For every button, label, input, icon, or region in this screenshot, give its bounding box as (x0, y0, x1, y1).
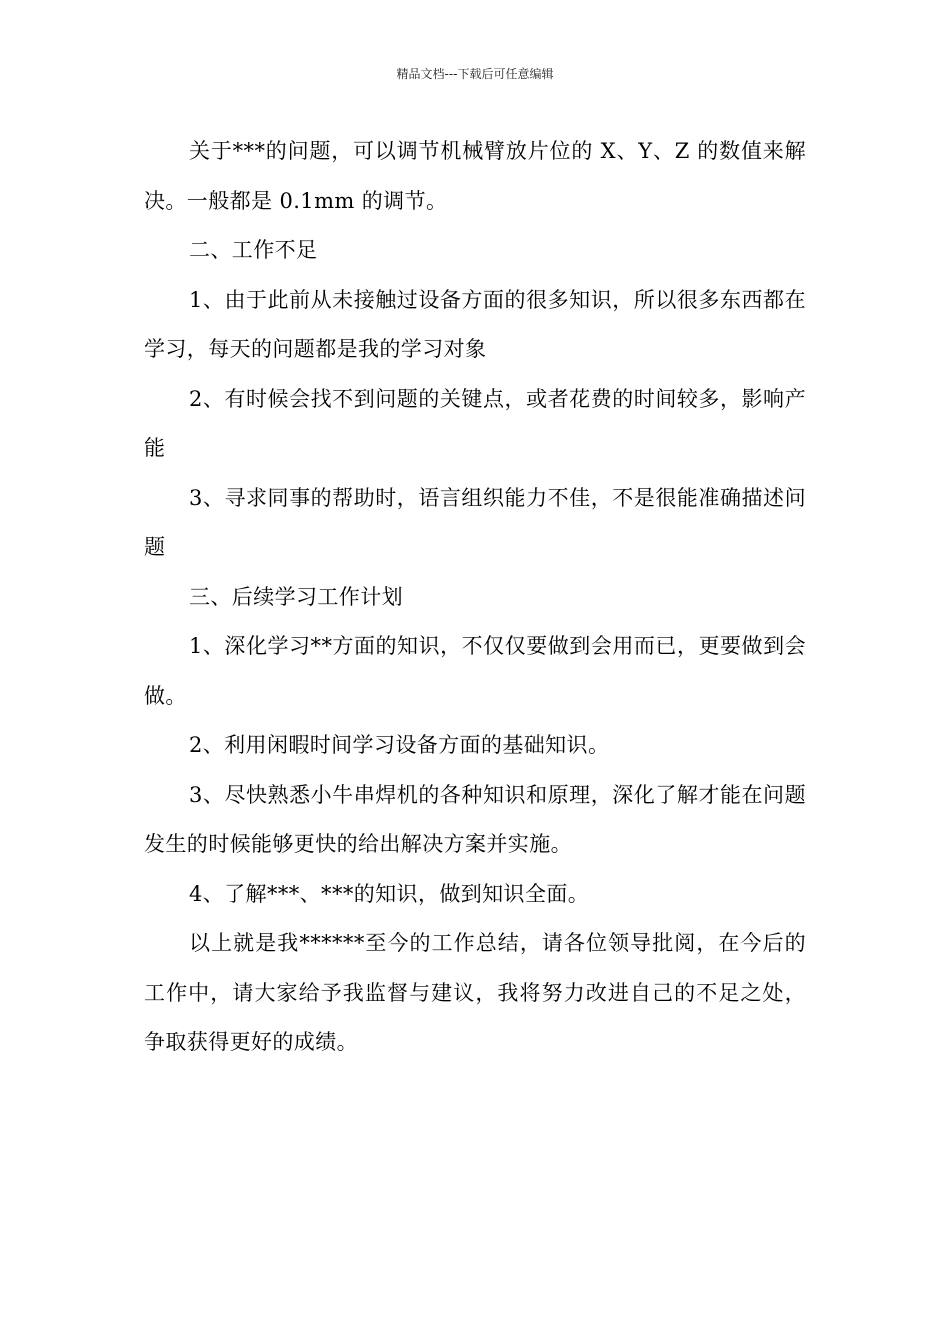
list-item-shortcoming-3: 3、寻求同事的帮助时，语言组织能力不佳，不是很能准确描述问题 (144, 485, 806, 559)
document-body (144, 127, 806, 1068)
list-item-plan-3: 3、尽快熟悉小牛串焊机的各种知识和原理，深化了解才能在问题发生的时候能够更快的给出解决方案并实施。 (144, 782, 806, 856)
list-item-shortcoming-2: 2、有时候会找不到问题的关键点，或者花费的时间较多，影响产能 (144, 386, 806, 460)
section-heading-plan: 三、后续学习工作计划 (189, 584, 403, 609)
list-item-plan-4: 4、了解***、***的知识，做到知识全面。 (189, 881, 590, 906)
paragraph-issue-fix: 关于***的问题，可以调节机械臂放片位的 X、Y、Z 的数值来解决。一般都是 0.1mm 的调节。 (144, 139, 806, 213)
section-heading-shortcomings: 二、工作不足 (189, 238, 318, 262)
page-header: 精品文档---下载后可任意编辑 (396, 67, 554, 81)
list-item-plan-2: 2、利用闲暇时间学习设备方面的基础知识。 (189, 733, 610, 757)
list-item-shortcoming-1: 1、由于此前从未接触过设备方面的很多知识，所以很多东西都在学习，每天的问题都是我的学习对象 (144, 287, 806, 361)
list-item-plan-1: 1、深化学习**方面的知识，不仅仅要做到会用而已，更要做到会做。 (144, 634, 806, 708)
paragraph-conclusion: 以上就是我******至今的工作总结，请各位领导批阅，在今后的工作中，请大家给予我监督与建议，我将努力改进自己的不足之处，争取获得更好的成绩。 (144, 931, 806, 1054)
